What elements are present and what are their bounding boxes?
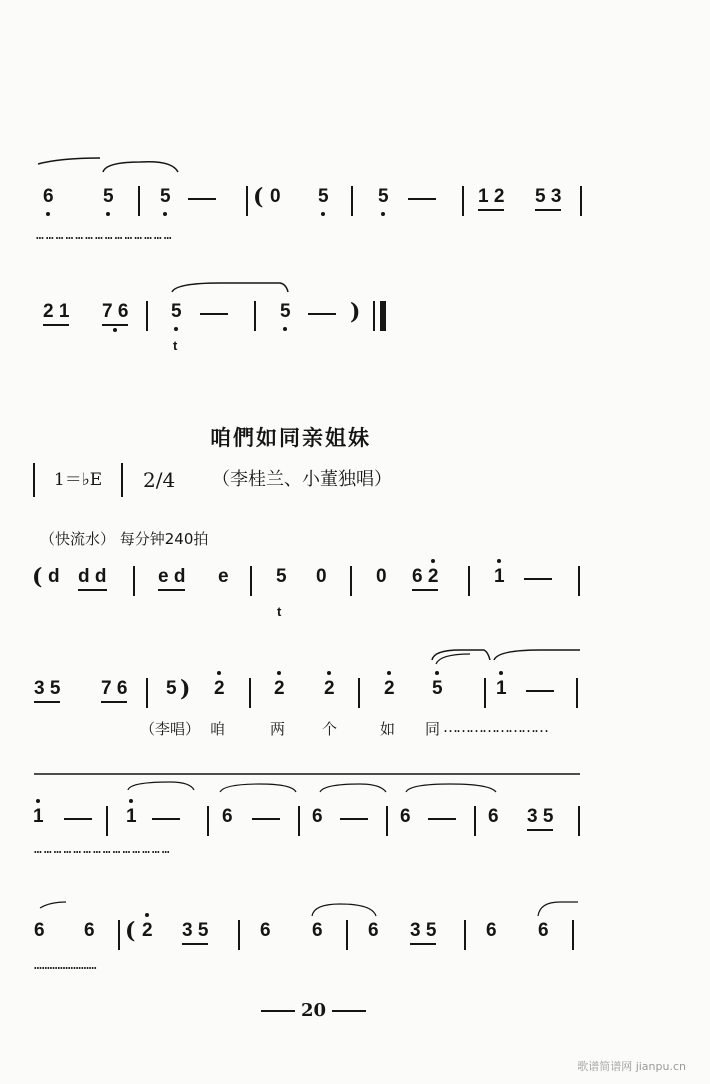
barline [106, 806, 108, 836]
barline [462, 186, 464, 216]
barline [350, 566, 352, 596]
final-barline [380, 301, 386, 331]
note: 2 [274, 678, 285, 699]
time-signature: 2/4 [143, 468, 176, 492]
slur-lines-line2 [0, 278, 710, 298]
note: 0 [270, 186, 281, 207]
sustain-dash [428, 818, 456, 820]
singers-note: （李桂兰、小董独唱） [212, 469, 392, 490]
open-paren: ( [32, 564, 43, 590]
note: 0 [316, 566, 327, 587]
barline [468, 566, 470, 596]
note: 5 [432, 678, 443, 699]
note: 7 6 [101, 678, 127, 703]
note: 6 [538, 920, 549, 941]
barline [578, 566, 580, 596]
note: 5 [103, 186, 114, 207]
barline [572, 920, 574, 950]
note: 2 [324, 678, 335, 699]
music-line-1 [0, 186, 710, 226]
note: 2 [142, 920, 153, 941]
barline [250, 566, 252, 596]
song-title: 咱們如同亲姐妹 [210, 426, 371, 450]
slur-lines-line1 [0, 150, 710, 180]
note: 6 [400, 806, 411, 827]
barline [238, 920, 240, 950]
sustain-dash [252, 818, 280, 820]
tempo-marking: （快流水） 每分钟240拍 [40, 530, 209, 548]
slur-lines-line6 [0, 896, 710, 920]
barline [138, 186, 140, 216]
note: e [218, 566, 229, 587]
barline [249, 678, 251, 708]
barline [118, 920, 120, 950]
barline [298, 806, 300, 836]
music-line-5 [0, 806, 710, 846]
note: 1 [126, 806, 137, 827]
key-signature: 1＝♭E [33, 463, 123, 497]
open-paren: ( [125, 918, 136, 944]
note: 5 [276, 566, 287, 587]
close-paren: ) [180, 676, 191, 702]
barline [358, 678, 360, 708]
note: 6 [312, 806, 323, 827]
note: 5 3 [535, 186, 561, 211]
barline [464, 920, 466, 950]
note: d d [78, 566, 107, 591]
note: 6 [260, 920, 271, 941]
barline [578, 806, 580, 836]
note: 1 [496, 678, 507, 699]
barline [346, 920, 348, 950]
barline [254, 301, 256, 331]
note: 5 [171, 301, 182, 322]
dotted-line: …………………………………… [34, 842, 172, 857]
sustain-dash [340, 818, 368, 820]
dotted-line: …………………………………… [36, 228, 174, 243]
sustain-dash [408, 198, 436, 200]
music-line-6 [0, 920, 710, 960]
lyric-word: 两 [270, 720, 286, 738]
note: 5 [280, 301, 291, 322]
note: 3 5 [527, 806, 553, 831]
close-paren: ) [350, 299, 361, 325]
music-line-4 [0, 678, 710, 718]
note: 6 [368, 920, 379, 941]
lyric-word: 如 [380, 720, 396, 738]
barline [474, 806, 476, 836]
note: 3 5 [34, 678, 60, 703]
site-watermark: 歌谱简谱网 jianpu.cn [577, 1060, 686, 1073]
barline [373, 301, 375, 331]
sustain-dash [152, 818, 180, 820]
lyric-prefix: （李唱） [140, 720, 201, 738]
note: 5 [160, 186, 171, 207]
barline [580, 186, 582, 216]
note: 6 2 [412, 566, 438, 591]
note: 1 [494, 566, 505, 587]
note: 6 [312, 920, 323, 941]
note: 6 [34, 920, 45, 941]
barline [386, 806, 388, 836]
barline [484, 678, 486, 708]
slur-lines-line5 [0, 770, 710, 796]
sustain-dash [200, 313, 228, 315]
open-paren: ( [253, 184, 264, 210]
lyric-word: 咱 [210, 720, 226, 738]
music-line-3 [0, 566, 710, 606]
note: 5 [378, 186, 389, 207]
dotted-line: …………………… [34, 958, 97, 973]
note: 1 2 [478, 186, 504, 211]
note: 6 [486, 920, 497, 941]
note: 2 [214, 678, 225, 699]
note: 6 [488, 806, 499, 827]
note: e d [158, 566, 185, 591]
sustain-dash [64, 818, 92, 820]
barline [133, 566, 135, 596]
note: 6 [222, 806, 233, 827]
note: 2 [384, 678, 395, 699]
lyric-word: 个 [322, 720, 338, 738]
sustain-dash [188, 198, 216, 200]
barline [146, 678, 148, 708]
technique-mark: t [277, 604, 282, 619]
barline [207, 806, 209, 836]
note: 7 6 [102, 301, 128, 326]
note: 3 5 [410, 920, 436, 945]
note: 6 [43, 186, 54, 207]
note: 3 5 [182, 920, 208, 945]
note: 1 [33, 806, 44, 827]
note: 5 [166, 678, 177, 699]
lyric-word: 同 [425, 720, 441, 738]
barline [146, 301, 148, 331]
note: 5 [318, 186, 329, 207]
page-number: 20 [255, 1000, 372, 1021]
sustain-dash [524, 578, 552, 580]
technique-mark: t [173, 338, 178, 353]
sustain-dash [308, 313, 336, 315]
note: 2 1 [43, 301, 69, 326]
note: 6 [84, 920, 95, 941]
barline [246, 186, 248, 216]
barline [576, 678, 578, 708]
note: 0 [376, 566, 387, 587]
sustain-dash [526, 690, 554, 692]
lyric-continuation: …………………… [443, 718, 547, 736]
barline [351, 186, 353, 216]
note: d [48, 566, 60, 587]
music-line-2 [0, 301, 710, 341]
slur-lines-line4 [0, 646, 710, 666]
